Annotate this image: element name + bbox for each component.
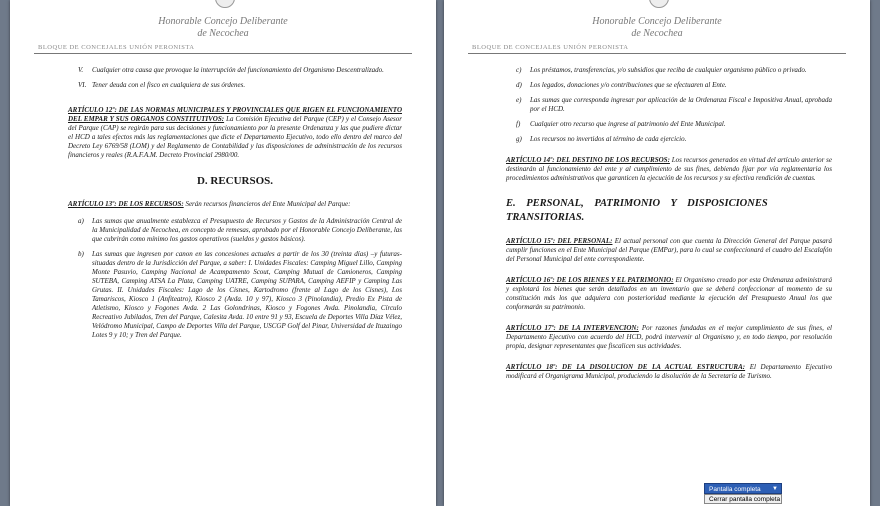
header-title: Honorable Concejo Deliberante bbox=[158, 16, 288, 27]
list-item: V. Cualquier otra causa que provoque la interrupción del funcionamiento del Organismo Descentralizado. bbox=[78, 66, 384, 74]
header-subtitle: de Necochea bbox=[631, 28, 683, 39]
article-18: ARTÍCULO 18º: DE LA DISOLUCION DE LA ACTUAL ESTRUCTURA: El Departamento Ejecutivo modificará el Organigrama Municipal, produciendo la disolución de la Secretaría de Turismo. bbox=[506, 363, 832, 380]
article-13: ARTÍCULO 13º: DE LOS RECURSOS: Serán recursos financieros del Ente Municipal del Parque: bbox=[68, 200, 351, 208]
list-item: d) Los legados, donaciones y/o contribuciones que se efectuaren al Ente. bbox=[516, 81, 727, 89]
header-title: Honorable Concejo Deliberante bbox=[592, 16, 722, 27]
document-page-right bbox=[444, 0, 870, 506]
article-13-title: ARTÍCULO 13º: DE LOS RECURSOS: bbox=[68, 200, 184, 208]
list-item: g) Los recursos no invertidos al término de cada ejercicio. bbox=[516, 135, 687, 143]
header-bloque: BLOQUE DE CONCEJALES UNIÓN PERONISTA bbox=[472, 44, 629, 51]
chevron-down-icon: ▼ bbox=[772, 486, 778, 492]
header-bloque: BLOQUE DE CONCEJALES UNIÓN PERONISTA bbox=[38, 44, 195, 51]
article-18-title: ARTÍCULO 18º: DE LA DISOLUCION DE LA ACTUAL ESTRUCTURA: bbox=[506, 363, 746, 371]
article-15-title: ARTÍCULO 15º: DEL PERSONAL: bbox=[506, 237, 613, 245]
header-subtitle: de Necochea bbox=[197, 28, 249, 39]
article-16-title: ARTÍCULO 16º: DE LOS BIENES Y EL PATRIMONIO: bbox=[506, 276, 674, 284]
seal-logo bbox=[215, 0, 235, 8]
exit-fullscreen-menu-item[interactable]: Cerrar pantalla completa bbox=[704, 494, 782, 504]
article-14: ARTÍCULO 14º: DEL DESTINO DE LOS RECURSOS: Los recursos generados en virtud del artículo anterior se destinarán al funcionamiento del ente y al cumplimiento de sus fines, debiendo fijar por vía reglamentaria los procedimientos administrativos que garanticen la ejecución de los recursos y su efectiva rendición de cuentas. bbox=[506, 156, 832, 182]
article-17: ARTÍCULO 17º: DE LA INTERVENCION: Por razones fundadas en el mejor cumplimiento de sus fines, el Departamento Ejecutivo con acuerdo del HCD, podrá intervenir al Organismo y, en todo tiempo, por resolución propia, designar representantes que fiscalicen sus actividades. bbox=[506, 324, 832, 350]
article-14-title: ARTÍCULO 14º: DEL DESTINO DE LOS RECURSOS: bbox=[506, 156, 670, 164]
page-body bbox=[506, 66, 832, 389]
article-12-title: ARTÍCULO 12º: DE LAS NORMAS MUNICIPALES Y PROVINCIALES QUE RIGEN EL FUNCIONAMIENTO DEL EMPAR Y SUS ORGANOS CONSTITUTIVOS: bbox=[68, 106, 402, 123]
list-item: c) Los préstamos, transferencias, y/o subsidios que reciba de cualquier organismo público o privado. bbox=[516, 66, 807, 74]
fullscreen-dropdown[interactable] bbox=[704, 483, 782, 494]
seal-logo bbox=[649, 0, 669, 8]
page-header bbox=[444, 0, 870, 56]
page-body bbox=[68, 66, 402, 346]
header-divider bbox=[34, 53, 412, 54]
article-15: ARTÍCULO 15º: DEL PERSONAL: El actual personal con que cuenta la Dirección General del Parque pasará cumplir funciones en el Ente Municipal del Parque (EMPar), para lo cual se confeccionará el cuadro del Escalafón del Personal Municipal del ente correspondiente. bbox=[506, 237, 832, 263]
article-16: ARTÍCULO 16º: DE LOS BIENES Y EL PATRIMONIO: El Organismo creado por esta Ordenanza administrará y explotará los bienes que serán detallados en un inventario que se deberá confeccionar al momento de su constitución más los que adquiera con posterioridad mediante la ejecución del Presupuesto Anual los que conformarán su patrimonio. bbox=[506, 276, 832, 311]
page-header bbox=[10, 0, 436, 56]
header-divider bbox=[468, 53, 846, 54]
list-item: a) Las sumas que anualmente establezca el Presupuesto de Recursos y Gastos de la Administración Central de la Municipalidad de Necochea, en concepto de remesas, aprobado por el Honorable Concejo Deliberante, las que cubrirán como mínimo los gastos operativos (sueldos y gastos básicos). bbox=[78, 217, 402, 243]
list-item: f) Cualquier otro recurso que ingrese al patrimonio del Ente Municipal. bbox=[516, 120, 726, 128]
list-item: b) Las sumas que ingresen por canon en las concesiones actuales a partir de los 30 (treinta días) –y futuras- situadas dentro de la Jurisdicción del Parque, a saber: I. Unidades Fiscales: Camping Miguel Lillo, Camping Monte Pasuvio, Camping Nacional de Acampamento Scout, Camping Mutual de Camioneros, Camping SUTEBA, Camping ATSA La Plata, Camping UATRE, Camping SUPARA, Camping AEFIP y Camping Las Grutas. II. Unidades Fiscales: Lago de los Cisnes, Kartodromo (frente al Lago de los Cisnes), Los Tamariscos, Kiosco 1 (Anfiteatro), Kiosco 2 (Avda. 10 y 97), Kiosco 3 (Pinolandia), Predio Ex Pista de Atletismo, Kiosco y Fogones Avda. 2 Las Golondrinas, Kiosco y Fogones Avda. Pinolandia, Círculo Recreativo Jubilados, Tren del Parque, Calesita Avda. 10 entre 91 y 93, Escuela de Deportes Villa Díaz Vélez, Velódromo Municipal, Campo de Deportes Villa del Parque, USCGP Golf del Pinar, Universidad de Ituzaingo Lotes 9 y 10; y Tren del Parque. bbox=[78, 250, 402, 339]
list-item: VI. Tener deuda con el fisco en cualquiera de sus órdenes. bbox=[78, 81, 246, 89]
list-item: e) Las sumas que corresponda ingresar por aplicación de la Ordenanza Fiscal e Impositiva Anual, aprobada por el HCD. bbox=[516, 96, 832, 113]
article-12: ARTÍCULO 12º: DE LAS NORMAS MUNICIPALES Y PROVINCIALES QUE RIGEN EL FUNCIONAMIENTO DEL EMPAR Y SUS ORGANOS CONSTITUTIVOS: La Comisión Ejecutiva del Parque (CEP) y el Consejo Asesor del Parque (CAP) se regirán para sus decisiones y funcionamiento por la presente Ordenanza y las que pudiere dictar el HCD a tales efectos más las reglamentaciones que dicte el Departamento Ejecutivo, todo ello dentro del marco del Decreto Ley 6769/58 (LOM) y del Reglamento de Contabilidad y las disposiciones de administración de los recursos financieros y reales (R.A.F.A.M. Decreto Provincial 2980/00. bbox=[68, 106, 402, 159]
fullscreen-label: Pantalla completa bbox=[709, 486, 761, 493]
section-d-title: D. RECURSOS. bbox=[196, 175, 274, 187]
article-17-title: ARTÍCULO 17º: DE LA INTERVENCION: bbox=[506, 324, 639, 332]
document-page-left bbox=[10, 0, 436, 506]
section-e-title: E. PERSONAL, PATRIMONIO Y DISPOSICIONES TRANSITORIAS. bbox=[506, 198, 768, 223]
